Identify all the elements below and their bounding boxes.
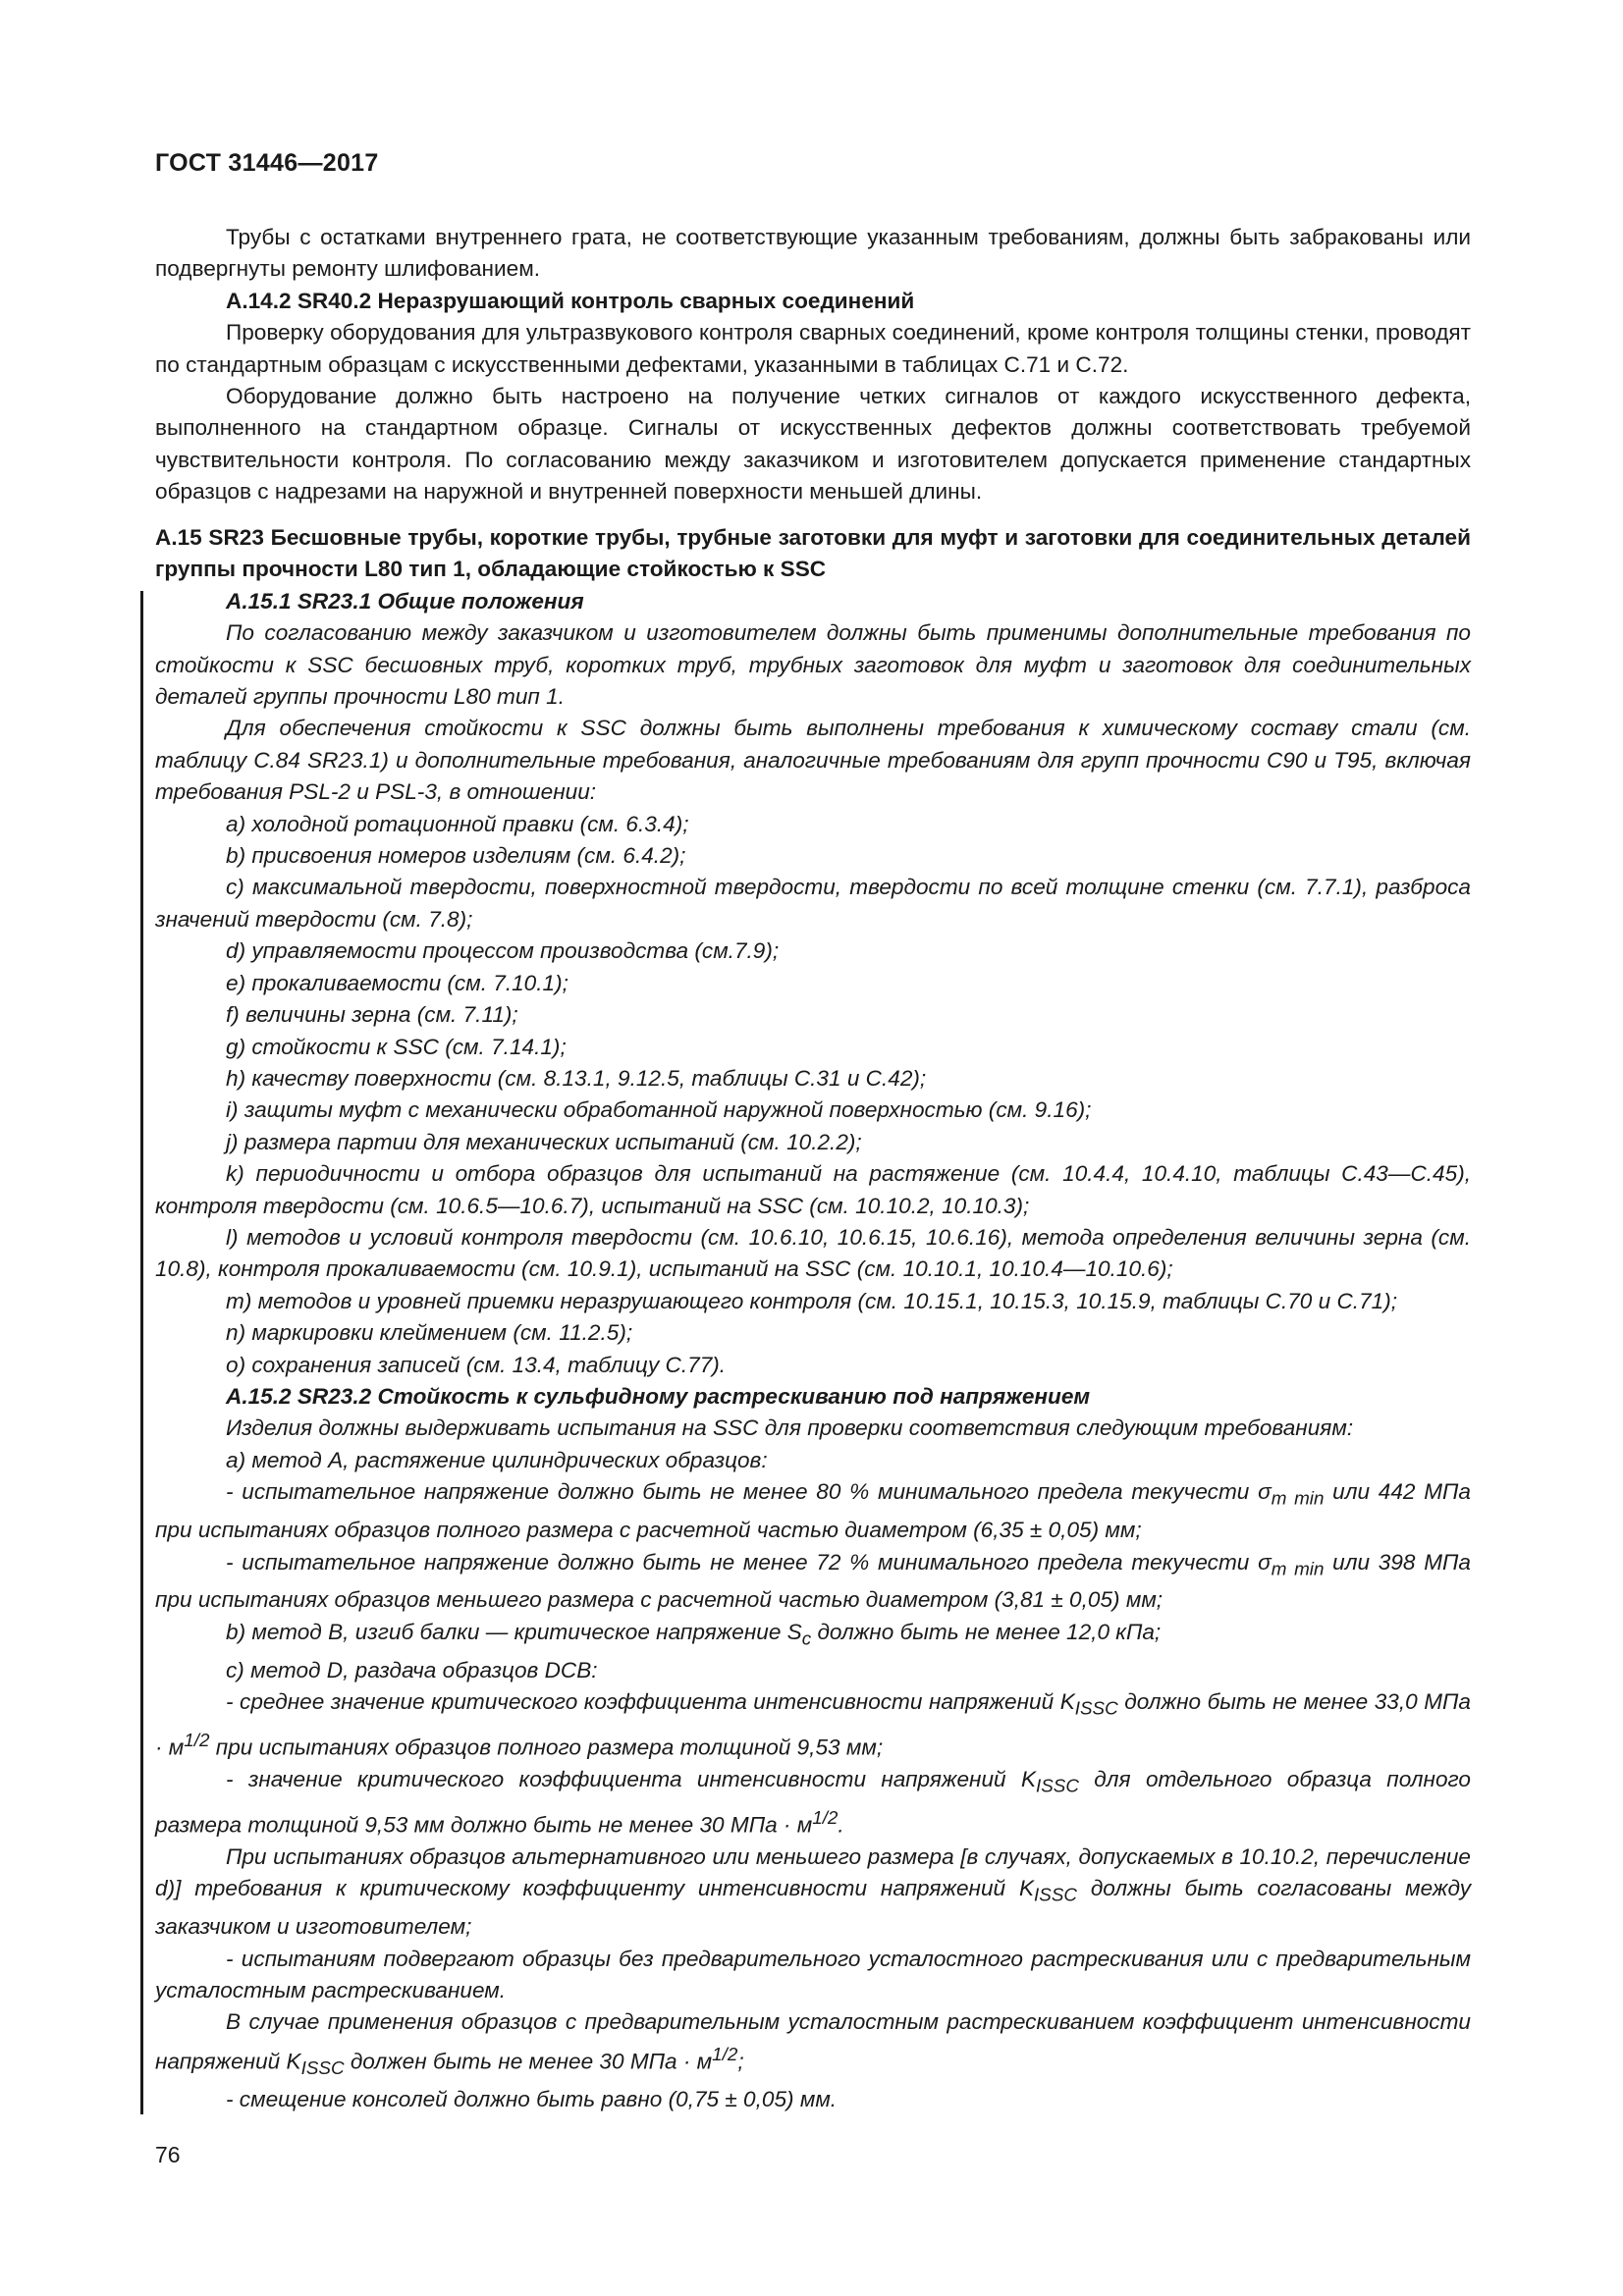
list-item: a) холодной ротационной правки (см. 6.3.4); [226, 811, 689, 836]
change-marker-bar [140, 591, 143, 2114]
list-item: b) присвоения номеров изделиям (см. 6.4.2); [226, 843, 686, 869]
paragraph: Проверку оборудования для ультразвукового контроля сварных соединений, кроме контроля толщины стенки, проводят по стандартным образцам с искусственными дефектами, указанными в таблицах С.71 и С.72. [155, 320, 1471, 377]
list-item: i) защиты муфт с механически обработанной наружной поверхностью (см. 9.16); [226, 1097, 1092, 1123]
paragraph: При испытаниях образцов альтернативного или меньшего размера [в случаях, допускаемых в 10.10.2, перечисление d)] требования к критическому коэффициенту интенсивности напряжений $K_{ISSC}$ должны быть согласованы между заказчиком и изготовителем; [155, 1843, 1471, 1940]
paragraph: Трубы с остатками внутреннего грата, не соответствующие указанным требованиям, должны быть забракованы или подвергнуты ремонту шлифованием. [155, 225, 1471, 282]
paragraph: В случае применения образцов с предварительным усталостным растрескиванием коэффициент интенсивности напряжений $K_{ISSC}$ должен быть не менее 30 МПа · $м^{1/2}$; [155, 2009, 1471, 2078]
paragraph: По согласованию между заказчиком и изготовителем должны быть применимы дополнительные требования по стойкости к SSC бесшовных труб, коротких труб, трубных заготовок для муфт и заготовок для соединительных деталей группы прочности L80 тип 1. [155, 620, 1471, 710]
subsection-heading-a15-1: А.15.1 SR23.1 Общие положения [226, 588, 584, 614]
list-item: f) величины зерна (см. 7.11); [226, 1002, 518, 1028]
document-header: ГОСТ 31446—2017 [155, 149, 379, 177]
list-item: h) качеству поверхности (см. 8.13.1, 9.12.5, таблицы С.31 и С.42); [226, 1065, 927, 1091]
list-item: k) периодичности и отбора образцов для испытаний на растяжение (см. 10.4.4, 10.4.10, таблицы С.43—С.45), контроля твердости (см. 10.6.5—10.6.7), испытаний на SSC (см. 10.10.2, 10.10.3); [155, 1161, 1471, 1218]
method-item: c) метод D, раздача образцов DCB: [226, 1657, 598, 1682]
requirement-item: - смещение консолей должно быть равно (0,75 ± 0,05) мм. [226, 2087, 838, 2112]
method-item: a) метод A, растяжение цилиндрических образцов: [226, 1447, 768, 1472]
list-item: d) управляемости процессом производства (см.7.9); [226, 938, 780, 964]
section-a14-continuation [155, 222, 1471, 508]
subsection-heading-a14-2: А.14.2 SR40.2 Неразрушающий контроль сварных соединений [226, 288, 915, 313]
page-number: 76 [155, 2142, 181, 2167]
list-item: e) прокаливаемости (см. 7.10.1); [226, 970, 568, 995]
list-item: j) размера партии для механических испытаний (см. 10.2.2); [226, 1129, 862, 1154]
requirement-item: - испытательное напряжение должно быть не менее 80 % минимального предела текучести $\sigma_{т min}$ или 442 МПа при испытаниях образцов полного размера с расчетной частью диаметром (6,35 ± 0,05) мм; [155, 1479, 1471, 1543]
section-heading-a15: А.15 SR23 Бесшовные трубы, короткие трубы, трубные заготовки для муфт и заготовки для соединительных деталей группы прочности L80 тип 1, обладающие стойкостью к SSC [155, 525, 1471, 582]
list-item: o) сохранения записей (см. 13.4, таблицу С.77). [226, 1352, 727, 1377]
requirement-item: - среднее значение критического коэффициента интенсивности напряжений $K_{ISSC}$ должно быть не менее 33,0 МПа · $м^{1/2}$ при испытаниях образцов полного размера толщиной 9,53 мм; [155, 1689, 1471, 1760]
list-item: l) методов и условий контроля твердости (см. 10.6.10, 10.6.15, 10.6.16), метода определения величины зерна (см. 10.8), контроля прокаливаемости (см. 10.9.1), испытаний на SSC (см. 10.10.1, 10.10.4—10.10.6); [155, 1224, 1471, 1282]
list-item: g) стойкости к SSC (см. 7.14.1); [226, 1034, 567, 1059]
list-item: n) маркировки клеймением (см. 11.2.5); [226, 1320, 633, 1346]
requirement-item: - испытательное напряжение должно быть не менее 72 % минимального предела текучести $\sigma_{т min}$ или 398 МПа при испытаниях образцов меньшего размера с расчетной частью диаметром (3,81 ± 0,05) мм; [155, 1549, 1471, 1613]
section-a15 [155, 520, 1471, 2116]
list-item: c) максимальной твердости, поверхностной твердости, твердости по всей толщине стенки (см. 7.7.1), разброса значений твердости (см. 7.8); [155, 875, 1471, 932]
requirement-item: - испытаниям подвергают образцы без предварительного усталостного растрескивания или с предварительным усталостным растрескиванием. [155, 1946, 1471, 2003]
subsection-heading-a15-2: А.15.2 SR23.2 Стойкость к сульфидному растрескиванию под напряжением [226, 1383, 1091, 1409]
paragraph: Изделия должны выдерживать испытания на SSC для проверки соответствия следующим требованиям: [226, 1415, 1354, 1441]
requirement-item: - значение критического коэффициента интенсивности напряжений $K_{ISSC}$ для отдельного образца полного размера толщиной 9,53 мм должно быть не менее 30 МПа · $м^{1/2}$. [155, 1767, 1471, 1838]
paragraph: Для обеспечения стойкости к SSC должны быть выполнены требования к химическому составу стали (см. таблицу С.84 SR23.1) и дополнительные требования, аналогичные требованиям для групп прочности С90 и Т95, включая требования PSL-2 и PSL-3, в отношении: [155, 716, 1471, 805]
list-item: m) методов и уровней приемки неразрушающего контроля (см. 10.15.1, 10.15.3, 10.15.9, таблицы С.70 и С.71); [226, 1288, 1398, 1313]
paragraph: Оборудование должно быть настроено на получение четких сигналов от каждого искусственного дефекта, выполненного на стандартном образце. Сигналы от искусственных дефектов должны соответствовать требуемой чувствительности контроля. По согласованию между заказчиком и изготовителем допускается применение стандартных образцов с надрезами на наружной и внутренней поверхности меньшей длины. [155, 384, 1471, 505]
method-item: b) метод B, изгиб балки — критическое напряжение $S_c$ должно быть не менее 12,0 кПа; [226, 1619, 1162, 1649]
